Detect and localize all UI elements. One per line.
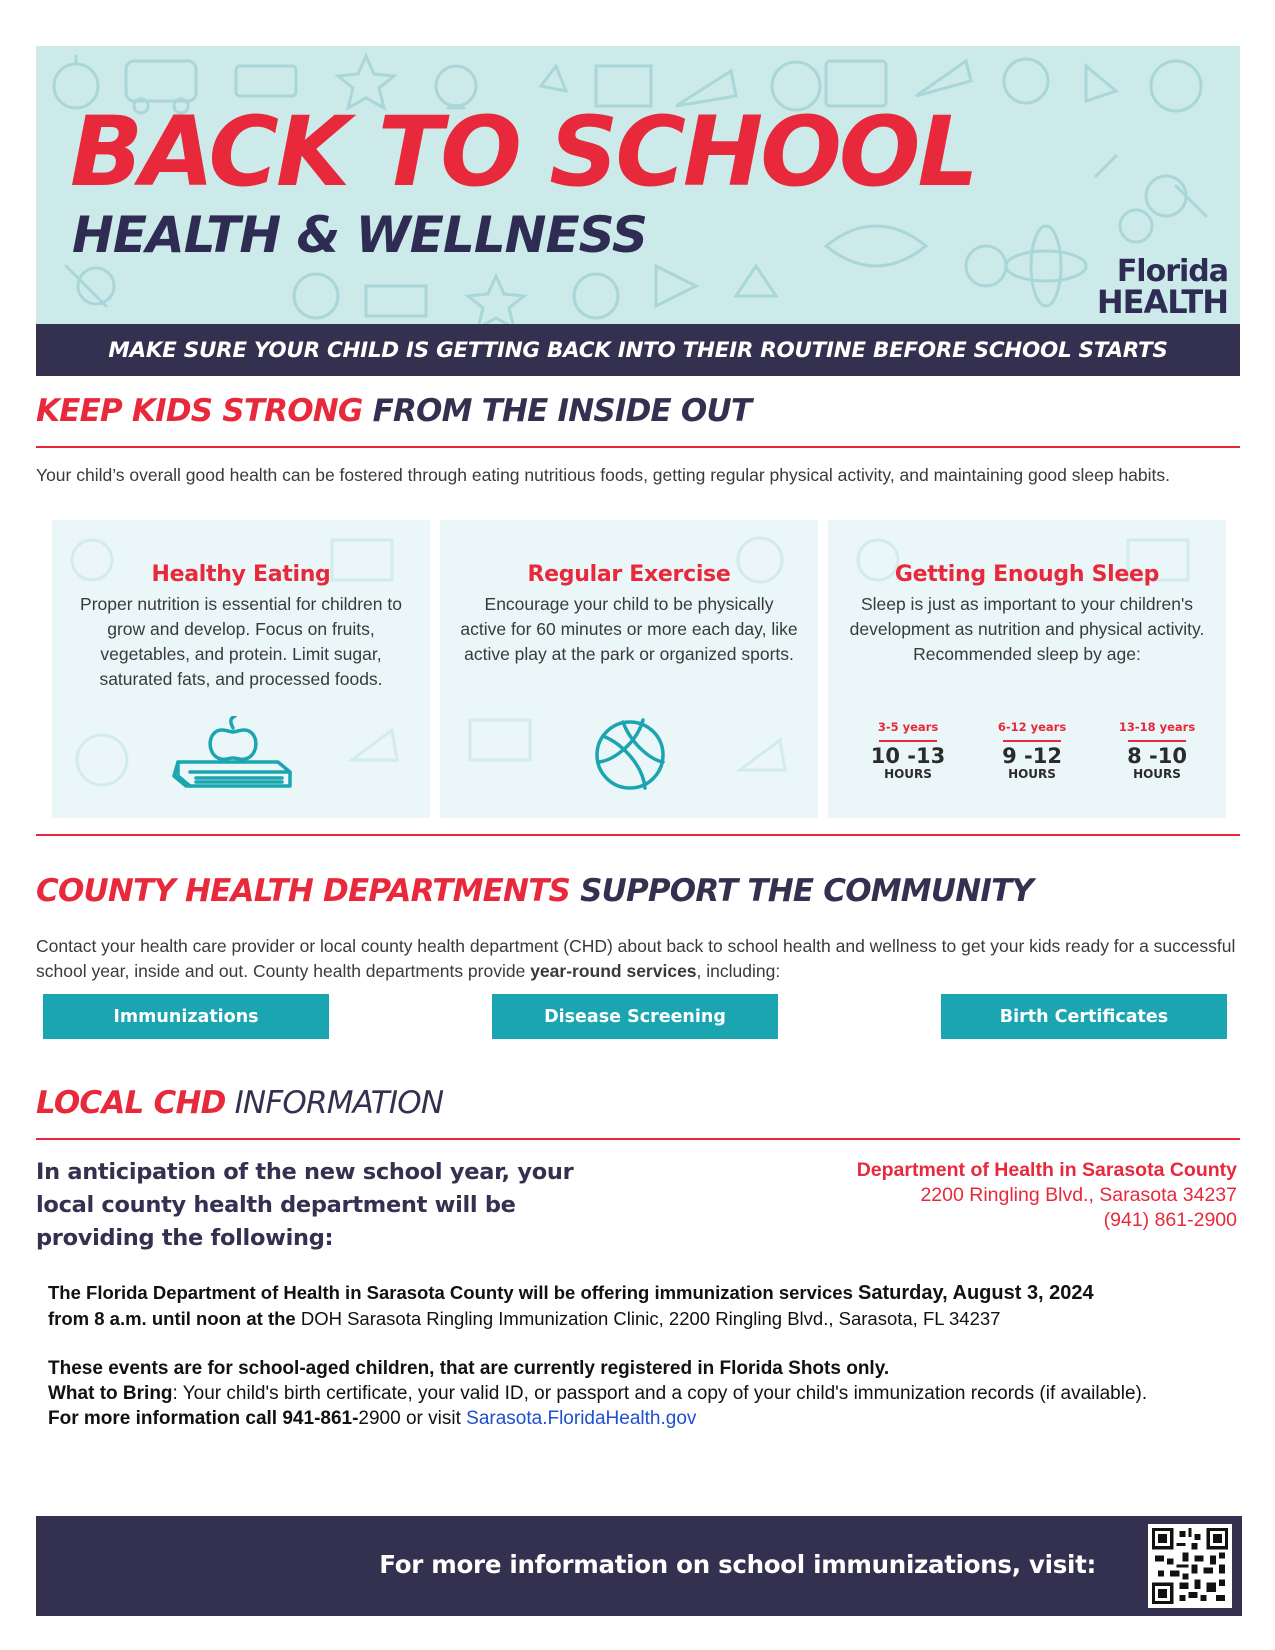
section-divider — [36, 446, 1240, 448]
heading-red-part: KEEP KIDS STRONG — [36, 393, 363, 429]
event-date: Saturday, August 3, 2024 — [858, 1282, 1094, 1304]
card-regular-exercise — [440, 520, 818, 818]
hero-header — [36, 46, 1240, 324]
event-place: DOH Sarasota Ringling Immunization Clinic, 2200 Ringling Blvd., Sarasota, FL 34237 — [300, 1308, 1001, 1329]
logo-line2: HEALTH — [1096, 282, 1228, 321]
routine-banner: MAKE SURE YOUR CHILD IS GETTING BACK INTO THEIR ROUTINE BEFORE SCHOOL STARTS — [36, 324, 1240, 376]
card-title: Healthy Eating — [151, 562, 331, 587]
basketball-icon — [593, 718, 667, 792]
eligibility-note: These events are for school-aged children, that are currently registered in Florida Shots only. — [48, 1358, 890, 1379]
more-info-text: 2900 or visit — [358, 1408, 467, 1429]
service-disease-screening: Disease Screening — [492, 994, 778, 1039]
section2-intro — [36, 934, 1240, 984]
sleep-age: 13-18 years — [1118, 720, 1196, 734]
sleep-age: 6-12 years — [997, 720, 1067, 734]
service-immunizations: Immunizations — [43, 994, 329, 1039]
heading-red-part: COUNTY HEALTH DEPARTMENTS — [36, 873, 571, 909]
department-contact — [857, 1158, 1237, 1233]
sleep-unit: HOURS — [884, 767, 932, 782]
card-text: Encourage your child to be physically active for 60 minutes or more each day, like active play at the park or organized sports. — [460, 594, 798, 664]
section-heading-local-chd — [36, 1085, 444, 1121]
intro-text-end: , including: — [696, 961, 781, 981]
apple-on-books-icon — [170, 716, 296, 792]
section-heading-keep-kids-strong — [36, 393, 752, 429]
heading-navy-part: INFORMATION — [225, 1085, 444, 1121]
heading-navy-part: SUPPORT THE COMMUNITY — [570, 873, 1034, 909]
event-notes — [48, 1356, 1238, 1431]
department-phone[interactable]: (941) 861-2900 — [1103, 1209, 1237, 1231]
sleep-age-6-12 — [977, 720, 1087, 781]
heading-navy-part: FROM THE INSIDE OUT — [362, 393, 752, 429]
card-title: Getting Enough Sleep — [894, 562, 1160, 587]
sleep-age-3-5 — [853, 720, 963, 781]
heading-red-part: LOCAL CHD — [36, 1085, 226, 1121]
sleep-age: 3-5 years — [877, 720, 939, 734]
sleep-divider — [879, 740, 937, 742]
sleep-divider — [1003, 740, 1061, 742]
sleep-age-13-18 — [1102, 720, 1212, 781]
bring-text: : Your child's birth certificate, your valid ID, or passport and a copy of your child's immunization records (if available). — [172, 1383, 1148, 1404]
local-chd-lead: In anticipation of the new school year, your local county health department will be providing the following: — [36, 1159, 574, 1251]
event-intro: The Florida Department of Health in Sarasota County will be offering immunization services — [48, 1282, 859, 1303]
section-divider — [36, 1138, 1240, 1140]
section1-intro: Your child’s overall good health can be fostered through eating nutritious foods, getting regular physical activity, and maintaining good sleep habits. — [36, 465, 1171, 485]
section-heading-county-health — [36, 873, 1034, 909]
qr-code-icon[interactable] — [1148, 1524, 1232, 1608]
sleep-unit: HOURS — [1008, 767, 1056, 782]
card-text: Sleep is just as important to your children's development as nutrition and physical activity. Recommended sleep by age: — [849, 594, 1205, 664]
hero-subtitle: HEALTH & WELLNESS — [72, 206, 647, 264]
department-name: Department of Health in Sarasota County — [856, 1159, 1237, 1181]
department-address: 2200 Ringling Blvd., Sarasota 34237 — [920, 1184, 1237, 1206]
intro-bold: year-round services — [530, 961, 697, 981]
sleep-hours: 9 -12 — [1002, 744, 1062, 768]
website-link[interactable]: Sarasota.FloridaHealth.gov — [466, 1408, 697, 1429]
card-text: Proper nutrition is essential for children to grow and develop. Focus on fruits, vegetables, and protein. Limit sugar, saturated fats, and processed foods. — [80, 594, 402, 689]
service-birth-certificates: Birth Certificates — [941, 994, 1227, 1039]
sleep-hours: 8 -10 — [1127, 744, 1187, 768]
florida-health-logo — [1096, 254, 1228, 321]
event-details — [48, 1280, 1238, 1331]
footer-bar — [36, 1516, 1242, 1616]
bring-label: What to Bring — [48, 1383, 173, 1404]
intro-text: Contact your health care provider or local county health department (CHD) about back to school health and wellness to get your kids ready for a successful school year, inside and out. County health departments provide — [36, 936, 1236, 981]
footer-text: For more information on school immunizations, visit: — [379, 1550, 1096, 1579]
card-title: Regular Exercise — [527, 562, 731, 587]
logo-line1: Florida — [1116, 254, 1228, 289]
event-time: from 8 a.m. until noon at the — [48, 1308, 301, 1329]
hero-title: BACK TO SCHOOL — [70, 96, 976, 208]
sleep-hours: 10 -13 — [870, 744, 946, 768]
section-divider — [36, 834, 1240, 836]
sleep-unit: HOURS — [1133, 767, 1181, 782]
card-healthy-eating — [52, 520, 430, 818]
sleep-divider — [1128, 740, 1186, 742]
more-info-bold: For more information call 941-861- — [48, 1408, 359, 1429]
